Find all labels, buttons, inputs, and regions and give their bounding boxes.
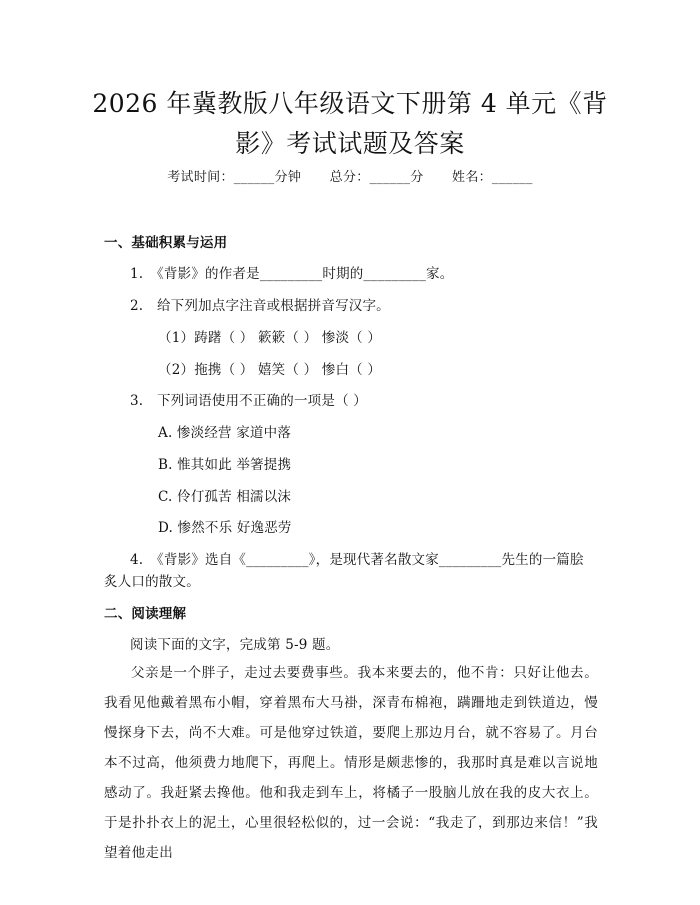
question-3-option-d: D. 惨然不乐 好逸恶劳 — [158, 520, 292, 536]
exam-score: 总分：______分 — [329, 170, 424, 185]
question-4-line-2: 炙人口的散文。 — [104, 574, 200, 590]
reading-passage: 父亲是一个胖子，走过去要费事些。我本来要去的，他不肯：只好让他去。我看见他戴着黑布小帽，穿着黑布大马褂，深青布棉袍，蹒跚地走到铁道边，慢慢探身下去，尚不大难。可是他穿过铁道，要爬上那边月台，就不容易了。月台本不过高，他须费力地爬下，再爬上。情形是颇悲惨的，我那时真是难以言说地感动了。我赶紧去搀他。他和我走到车上，将橘子一股脑儿放在我的皮大衣上。于是扑扑衣上的泥土，心里很轻松似的，过一会说：“我走了，到那边来信！”我望着他走出 — [104, 665, 598, 861]
title-line-1: 2026 年冀教版八年级语文下册第 4 单元《背 — [92, 89, 608, 118]
section-2-heading: 二、阅读理解 — [104, 606, 187, 622]
question-3-option-a: A. 惨淡经营 家道中落 — [158, 425, 292, 441]
question-3-option-c: C. 伶仃孤苦 相濡以沫 — [158, 489, 292, 505]
question-2: 2. 给下列加点字注音或根据拼音写汉字。 — [130, 298, 390, 314]
question-4-line-1: 4. 《背影》选自《_________》，是现代著名散文家_________先生的一篇脍 — [130, 552, 584, 568]
exam-name: 姓名：______ — [452, 170, 533, 185]
section-1-heading: 一、基础积累与运用 — [104, 235, 228, 251]
question-3-option-b: B. 惟其如此 举箸提携 — [158, 457, 292, 473]
question-2-part-2: （2）拖携（ ） 嬉笑（ ） 惨白（ ） — [158, 362, 382, 378]
reading-intro: 阅读下面的文字，完成第 5-9 题。 — [130, 637, 340, 653]
question-1: 1. 《背影》的作者是_________时期的_________家。 — [130, 266, 454, 282]
exam-meta — [0, 166, 700, 185]
title-line-2: 影》考试试题及答案 — [235, 129, 465, 158]
page-title — [60, 84, 640, 164]
question-3: 3. 下列词语使用不正确的一项是（ ） — [130, 393, 367, 409]
exam-time: 考试时间：______分钟 — [167, 170, 302, 185]
question-2-part-1: （1）踌躇（ ） 簌簌（ ） 惨淡（ ） — [158, 330, 382, 346]
